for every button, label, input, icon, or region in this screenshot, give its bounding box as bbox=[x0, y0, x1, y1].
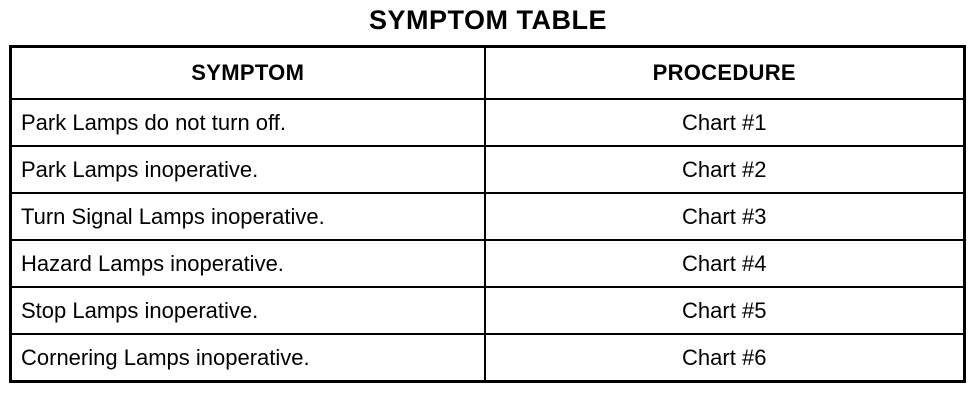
table-row bbox=[11, 240, 965, 287]
column-header-symptom: SYMPTOM bbox=[11, 47, 485, 100]
procedure-cell: Chart #2 bbox=[485, 146, 965, 193]
symptom-cell: Turn Signal Lamps inoperative. bbox=[11, 193, 485, 240]
procedure-cell: Chart #5 bbox=[485, 287, 965, 334]
table-row bbox=[11, 146, 965, 193]
symptom-cell: Stop Lamps inoperative. bbox=[11, 287, 485, 334]
symptom-cell: Park Lamps inoperative. bbox=[11, 146, 485, 193]
table-row bbox=[11, 334, 965, 382]
table-header-row bbox=[11, 47, 965, 100]
procedure-cell: Chart #3 bbox=[485, 193, 965, 240]
symptom-cell: Hazard Lamps inoperative. bbox=[11, 240, 485, 287]
symptom-cell: Park Lamps do not turn off. bbox=[11, 99, 485, 146]
table-row bbox=[11, 193, 965, 240]
column-header-procedure: PROCEDURE bbox=[485, 47, 965, 100]
procedure-cell: Chart #1 bbox=[485, 99, 965, 146]
symptom-cell: Cornering Lamps inoperative. bbox=[11, 334, 485, 382]
symptom-table bbox=[9, 45, 966, 383]
procedure-cell: Chart #6 bbox=[485, 334, 965, 382]
procedure-cell: Chart #4 bbox=[485, 240, 965, 287]
page-title: SYMPTOM TABLE bbox=[368, 5, 607, 35]
table-row bbox=[11, 99, 965, 146]
table-row bbox=[11, 287, 965, 334]
